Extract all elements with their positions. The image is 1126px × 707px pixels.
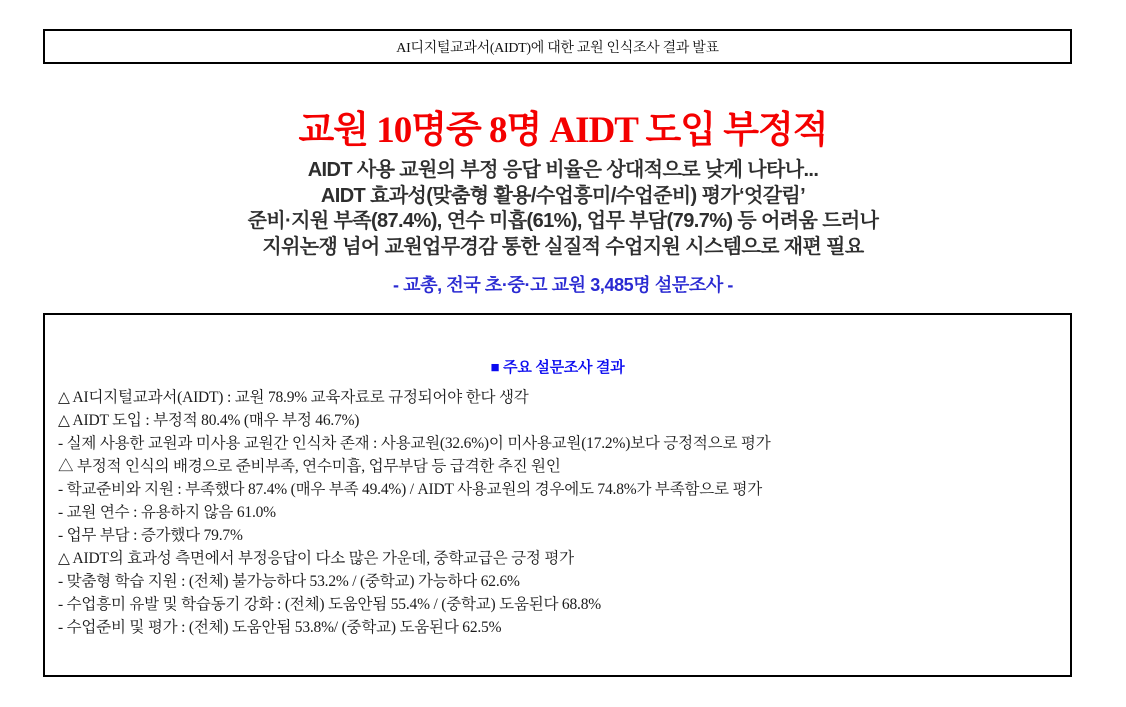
result-line: △ AI디지털교과서(AIDT) : 교원 78.9% 교육자료로 규정되어야 한다 생각: [58, 389, 529, 406]
result-line: - 수업준비 및 평가 : (전체) 도움안됨 53.8%/ (중학교) 도움된다 62.5%: [58, 619, 502, 636]
subhead-line: AIDT 효과성(맞춤형 활용/수업흥미/수업준비) 평가‘엇갈림’: [320, 184, 806, 207]
subhead-line: AIDT 사용 교원의 부정 응답 비율은 상대적으로 낮게 나타나...: [307, 159, 819, 181]
result-line: △ AIDT 도입 : 부정적 80.4% (매우 부정 46.7%): [58, 412, 360, 429]
result-line: - 교원 연수 : 유용하지 않음 61.0%: [58, 504, 276, 521]
result-line: - 학교준비와 지원 : 부족했다 87.4% (매우 부족 49.4%) / AIDT 사용교원의 경우에도 74.8%가 부족함으로 평가: [58, 481, 763, 498]
results-lines: [45, 386, 1070, 639]
subhead-line: 지위논쟁 넘어 교원업무경감 통한 실질적 수업지원 시스템으로 재편 필요: [262, 235, 864, 258]
results-box: [43, 313, 1072, 677]
subhead-line: 준비·지원 부족(87.4%), 연수 미흡(61%), 업무 부담(79.7%) 등 어려움 드러나: [247, 210, 879, 232]
result-line: - 맞춤형 학습 지원 : (전체) 불가능하다 53.2% / (중학교) 가능하다 62.6%: [58, 573, 520, 590]
result-line: △ AIDT의 효과성 측면에서 부정응답이 다소 많은 가운데, 중학교급은 긍정 평가: [58, 550, 574, 567]
banner-box: [43, 29, 1072, 64]
banner-title: AI디지털교과서(AIDT)에 대한 교원 인식조사 결과 발표: [396, 40, 719, 56]
result-line: - 실제 사용한 교원과 미사용 교원간 인식차 존재 : 사용교원(32.6%)이 미사용교원(17.2%)보다 긍정적으로 평가: [58, 435, 771, 452]
result-line: △ 부정적 인식의 배경으로 준비부족, 연수미흡, 업무부담 등 급격한 추진 원인: [58, 458, 561, 475]
results-title: ■ 주요 설문조사 결과: [490, 359, 625, 376]
headline: 교원 10명중 8명 AIDT 도입 부정적: [298, 110, 828, 151]
result-line: - 업무 부담 : 증가했다 79.7%: [58, 527, 243, 544]
subhead-block: [0, 158, 1126, 260]
result-line: - 수업흥미 유발 및 학습동기 강화 : (전체) 도움안됨 55.4% / (중학교) 도움된다 68.8%: [58, 596, 601, 613]
survey-tagline: - 교총, 전국 초·중·고 교원 3,485명 설문조사 -: [392, 275, 734, 295]
